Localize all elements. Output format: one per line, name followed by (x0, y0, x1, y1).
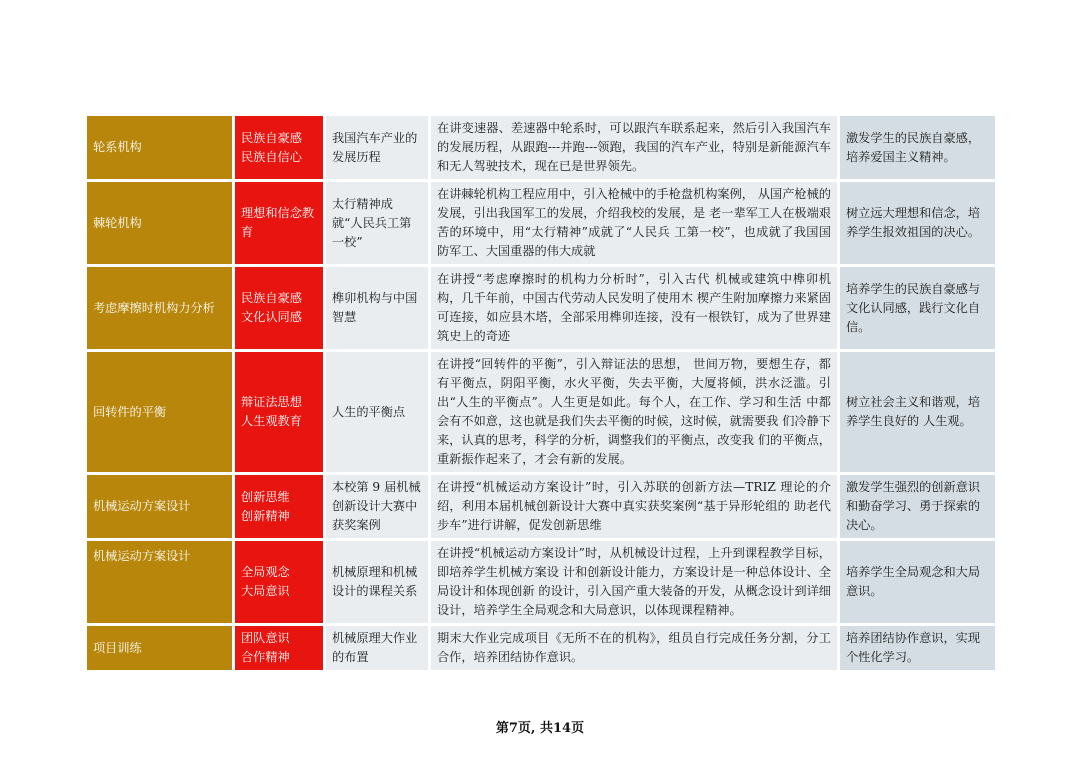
value-cell: 理想和信念教育 (235, 182, 323, 264)
goal-cell: 激发学生的民族自豪感，培养爱国主义精神。 (840, 116, 995, 179)
value-cell: 辩证法思想 人生观教育 (235, 352, 323, 472)
goal-cell: 培养学生的民族自豪感与文化认同感，践行文化自信。 (840, 267, 995, 349)
description-cell: 在讲棘轮机构工程应用中，引入枪械中的手枪盘机构案例， 从国产枪械的发展，引出我国军工的发展，介绍我校的发展，是 老一辈军工人在极端艰苦的环境中，用“太行精神”成就了“人民兵 工第一校”，也成就了我国国防军工、大国重器的伟大成就 (431, 182, 837, 264)
table-row (87, 116, 995, 179)
value-cell: 创新思维 创新精神 (235, 475, 323, 538)
table-row (87, 541, 995, 623)
topic-cell: 项目训练 (87, 626, 232, 670)
value-cell: 民族自豪感 文化认同感 (235, 267, 323, 349)
description-cell: 在讲授“机械运动方案设计”时，引入苏联的创新方法—TRIZ 理论的介绍，利用本届机械创新设计大赛中真实获奖案例“基于异形轮组的 助老代步车”进行讲解，促发创新思维 (431, 475, 837, 538)
topic-cell: 轮系机构 (87, 116, 232, 179)
page-number: 第7页, 共14页 (495, 721, 585, 736)
topic-cell: 机械运动方案设计 (87, 541, 232, 623)
description-cell: 在讲授“机械运动方案设计”时，从机械设计过程，上升到课程教学目标，即培养学生机械方案设 计和创新设计能力，方案设计是一种总体设计、全局设计和体现创新 的设计，引入国产重大装备的开发，从概念设计到详细设计，培养学生全局观念和大局意识，以体现课程精神。 (431, 541, 837, 623)
description-cell: 在讲变速器、差速器中轮系时，可以跟汽车联系起来，然后引入我国汽车的发展历程，从跟跑---并跑---领跑，我国的汽车产业，特别是新能源汽车和无人驾驶技术，现在已是世界领先。 (431, 116, 837, 179)
goal-cell: 树立远大理想和信念，培养学生报效祖国的决心。 (840, 182, 995, 264)
carrier-cell: 机械原理大作业的布置 (326, 626, 428, 670)
carrier-cell: 人生的平衡点 (326, 352, 428, 472)
carrier-cell: 榫卯机构与中国智慧 (326, 267, 428, 349)
carrier-cell: 我国汽车产业的发展历程 (326, 116, 428, 179)
description-cell: 在讲授“回转件的平衡”，引入辩证法的思想， 世间万物，要想生存，都有平衡点，阴阳平衡，水火平衡，失去平衡，大厦将倾，洪水泛滥。引出“人生的平衡点”。人生更是如此。每个人，在工作、学习和生活 中都会有不如意，这也就是我们失去平衡的时候，这时候，就需要我 们冷静下来，认真的思考，科学的分析，调整我们的平衡点，改变我 们的平衡点，重新振作起来了，才会有新的发展。 (431, 352, 837, 472)
carrier-cell: 机械原理和机械设计的课程关系 (326, 541, 428, 623)
table-row (87, 626, 995, 670)
topic-cell: 棘轮机构 (87, 182, 232, 264)
table-row (87, 182, 995, 264)
table-row (87, 352, 995, 472)
carrier-cell: 太行精神成就“人民兵工第一校” (326, 182, 428, 264)
value-cell: 民族自豪感 民族自信心 (235, 116, 323, 179)
goal-cell: 培养学生全局观念和大局意识。 (840, 541, 995, 623)
description-cell: 期末大作业完成项目《无所不在的机构》，组员自行完成任务分割，分工合作，培养团结协作意识。 (431, 626, 837, 670)
table-row (87, 475, 995, 538)
value-cell: 团队意识 合作精神 (235, 626, 323, 670)
goal-cell: 树立社会主义和谐观，培养学生良好的 人生观。 (840, 352, 995, 472)
goal-cell: 培养团结协作意识，实现个性化学习。 (840, 626, 995, 670)
topic-cell: 回转件的平衡 (87, 352, 232, 472)
topic-cell: 考虑摩擦时机构力分析 (87, 267, 232, 349)
description-cell: 在讲授“考虑摩擦时的机构力分析时”，引入古代 机械或建筑中榫卯机构，几千年前，中国古代劳动人民发明了使用木 楔产生附加摩擦力来紧固可连接，如应县木塔，全部采用榫卯连接，没有一根铁钉，成为了世界建筑史上的奇迹 (431, 267, 837, 349)
curriculum-table (84, 113, 998, 673)
goal-cell: 激发学生强烈的创新意识和勤奋学习、勇于探索的决心。 (840, 475, 995, 538)
table-row (87, 267, 995, 349)
carrier-cell: 本校第 9 届机械创新设计大赛中获奖案例 (326, 475, 428, 538)
topic-cell: 机械运动方案设计 (87, 475, 232, 538)
value-cell: 全局观念 大局意识 (235, 541, 323, 623)
